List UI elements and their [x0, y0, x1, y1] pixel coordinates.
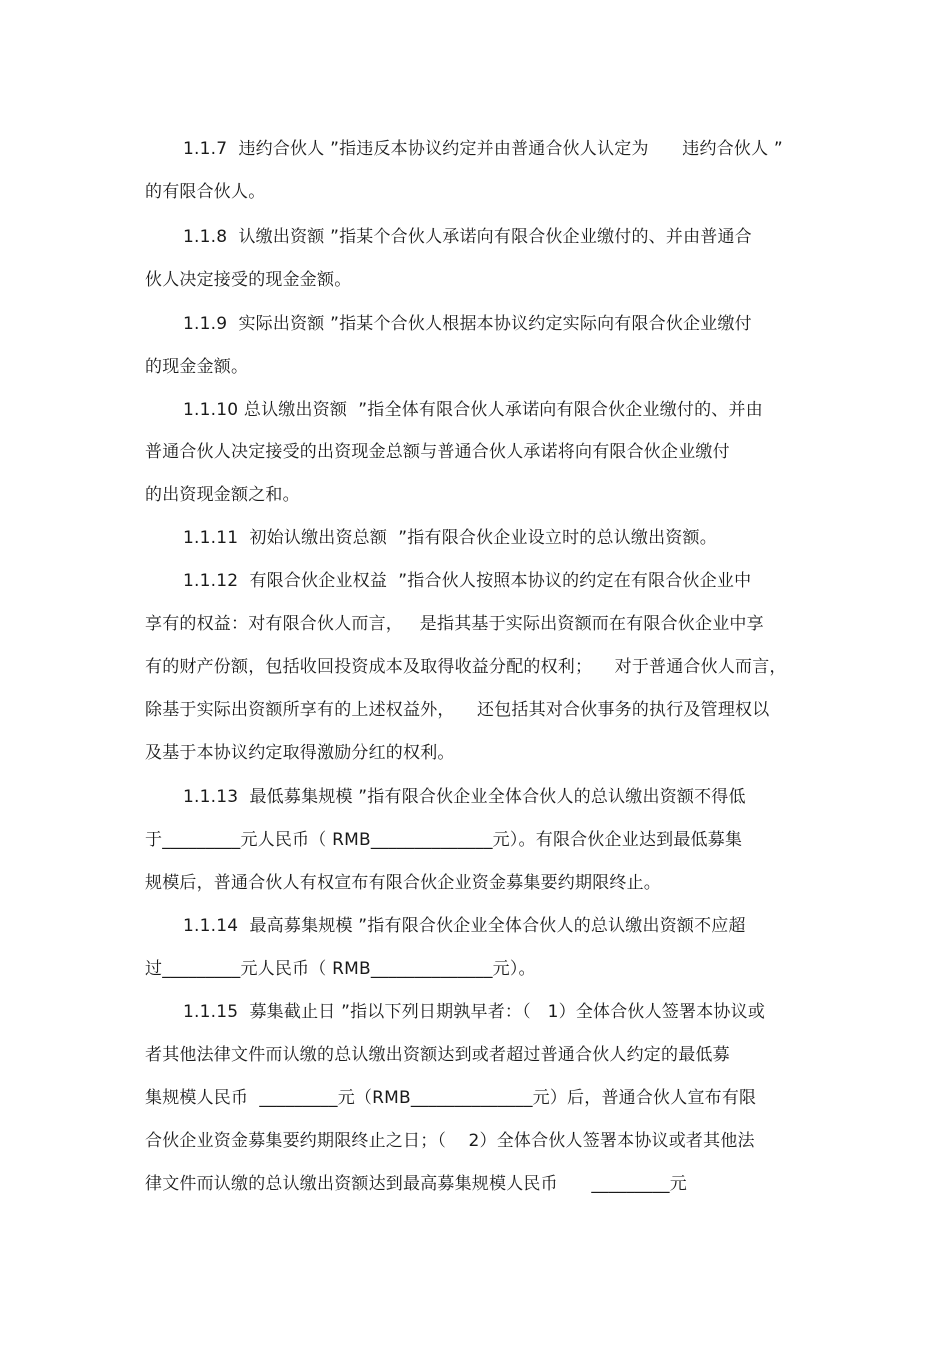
text-line: 1.1.13 最低募集规模 ”指有限合伙企业全体合伙人的总认缴出资额不得低: [183, 787, 746, 807]
text-line: 1.1.14 最高募集规模 ”指有限合伙企业全体合伙人的总认缴出资额不应超: [183, 916, 746, 936]
text-line: 1.1.8 认缴出资额 ”指某个合伙人承诺向有限合伙企业缴付的、并由普通合: [183, 227, 752, 247]
text-line: 及基于本协议约定取得激励分红的权利。: [145, 743, 455, 763]
text-line: 1.1.9 实际出资额 ”指某个合伙人根据本协议约定实际向有限合伙企业缴付: [183, 314, 752, 334]
text-line: 的现金金额。: [145, 357, 249, 377]
text-line: 者其他法律文件而认缴的总认缴出资额达到或者超过普通合伙人约定的最低募: [145, 1045, 730, 1065]
text-line: 过_________元人民币（ RMB______________元）。: [145, 959, 536, 979]
text-line: 的出资现金额之和。: [145, 485, 300, 505]
text-line: 律文件而认缴的总认缴出资额达到最高募集规模人民币 _________元: [145, 1174, 687, 1194]
text-line: 1.1.7 违约合伙人 ”指违反本协议约定并由普通合伙人认定为 违约合伙人 ”: [183, 139, 783, 159]
text-line: 集规模人民币 _________元（RMB______________元）后，普通合伙人宣布有限: [145, 1088, 757, 1108]
text-line: 1.1.11 初始认缴出资总额 ”指有限合伙企业设立时的总认缴出资额。: [183, 528, 717, 548]
text-line: 有的财产份额，包括收回投资成本及取得收益分配的权利； 对于普通合伙人而言，: [145, 657, 787, 677]
text-line: 于_________元人民币（ RMB______________元）。有限合伙企业达到最低募集: [145, 830, 743, 850]
text-line: 合伙企业资金募集要约期限终止之日；（ 2）全体合伙人签署本协议或者其他法: [145, 1131, 755, 1151]
text-line: 享有的权益：对有限合伙人而言， 是指其基于实际出资额而在有限合伙企业中享: [145, 614, 764, 634]
text-line: 1.1.10 总认缴出资额 ”指全体有限合伙人承诺向有限合伙企业缴付的、并由: [183, 400, 763, 420]
text-line: 除基于实际出资额所享有的上述权益外， 还包括其对合伙事务的执行及管理权以: [145, 700, 770, 720]
text-line: 的有限合伙人。: [145, 182, 266, 202]
text-line: 1.1.15 募集截止日 ”指以下列日期孰早者：（ 1）全体合伙人签署本协议或: [183, 1002, 766, 1022]
text-line: 规模后，普通合伙人有权宣布有限合伙企业资金募集要约期限终止。: [145, 873, 661, 893]
text-line: 伙人决定接受的现金金额。: [145, 270, 352, 290]
text-line: 1.1.12 有限合伙企业权益 ”指合伙人按照本协议的约定在有限合伙企业中: [183, 571, 752, 591]
text-line: 普通合伙人决定接受的出资现金总额与普通合伙人承诺将向有限合伙企业缴付: [145, 442, 730, 462]
